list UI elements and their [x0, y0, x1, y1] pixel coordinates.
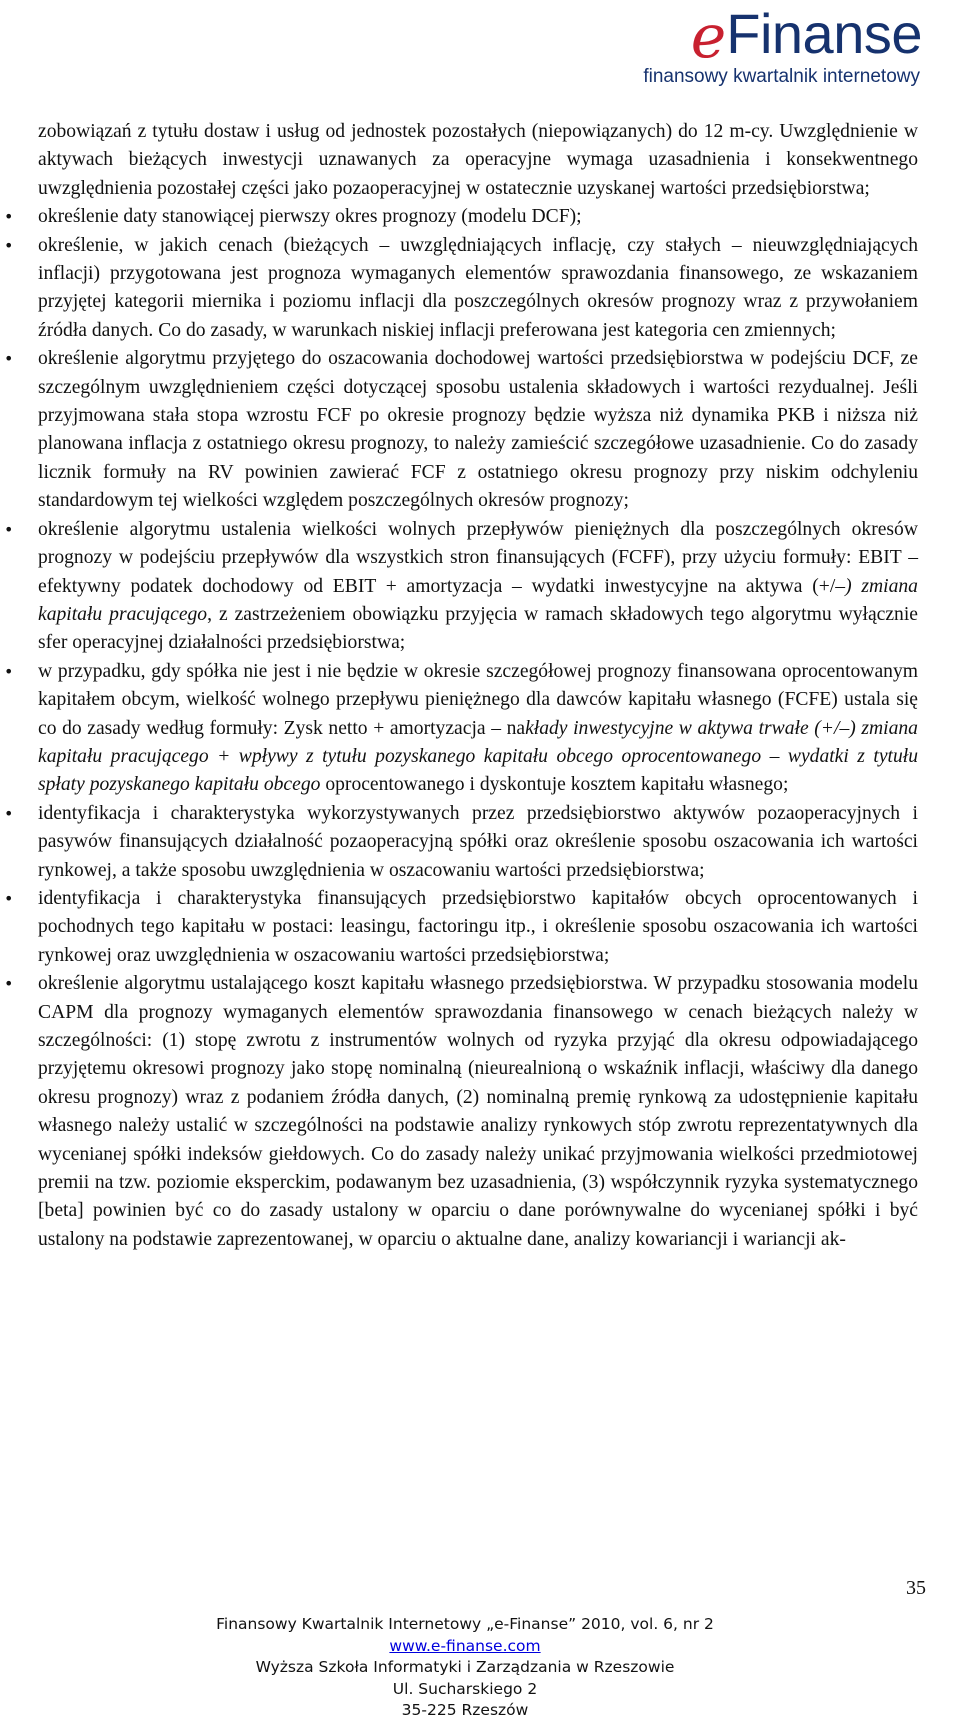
article-body: [38, 118, 918, 1254]
fcfe-text: w przypadku, gdy spółka nie jest i nie będzie w okresie szczegółowej prognozy finansowana oprocentowanym kapitałem obcym, wielkość wolnego przepływu pieniężnego dla dawców kapitału własnego (FCFE) ustala się co do zasady według formuły: Zysk netto + amortyzacja – na: [38, 660, 918, 739]
logo-word-finanse: Finanse: [726, 2, 922, 65]
list-item: • identyfikacja i charakterystyka finansujących przedsiębiorstwo kapitałów obcych oprocentowanych i pochodnych tego kapitału w postaci: leasingu, factoringu itp., i określenie sposobu oszacowania ich wartości rynkowej oraz uwzględnienia w oszacowaniu wartości przedsiębiorstwa;: [38, 885, 918, 970]
intro-paragraph: zobowiązań z tytułu dostaw i usług od jednostek pozostałych (niepowiązanych) do 12 m-cy. Uwzględnienie w aktywach bieżących inwestycji uznawanych za operacyjne wymaga uzasadnienia i konsekwentnego uwzględnienia pozostałej części jako pozaoperacyjnej w ostatecznie uzyskanej wartości przedsiębiorstwa;: [38, 121, 918, 199]
efinanse-logo: [622, 0, 922, 95]
list-item-fcfe: [38, 658, 918, 800]
fcfe-italic: kłady inwestycyjne w aktywa trwałe (+/–) zmiana kapitału pracującego + wpływy z tytułu pozyskanego kapitału obcego oprocentowanego – wydatki z tytułu spłaty pozyskanego kapitału obcego: [38, 717, 918, 796]
fcff-text: określenie algorytmu ustalenia wielkości wolnych przepływów pieniężnych dla poszczególnych okresów prognozy w podejściu przepływów dla wszystkich stron finansujących (FCFF), przy użyciu formuły: EBIT – efektywny podatek dochodowy od EBIT + amortyzacja – wydatki inwestycyjne na aktywa (+/: [38, 518, 918, 597]
page-footer: [0, 1614, 960, 1722]
page-number: 35: [906, 1577, 926, 1599]
fcfe-text-end: oprocentowanego i dyskontuje kosztem kapitału własnego;: [320, 774, 789, 796]
logo-subtitle: finansowy kwartalnik internetowy: [643, 66, 920, 87]
logo-letter-e: e: [690, 2, 727, 72]
list-item: • identyfikacja i charakterystyka wykorzystywanych przez przedsiębiorstwo aktywów pozaoperacyjnych i pasywów finansujących działalność pozaoperacyjną spółki oraz określenie sposobu oszacowania ich wartości rynkowej, a także sposobu uwzględnienia w oszacowaniu wartości przedsiębiorstwa;: [38, 800, 918, 885]
list-item: • określenie algorytmu ustalającego koszt kapitału własnego przedsiębiorstwa. W przypadku stosowania modelu CAPM dla prognozy wymaganych elementów sprawozdania finansowego w cenach bieżących należy w szczególności: (1) stopę zwrotu z instrumentów wolnych od ryzyka przyjąć dla okresu odpowiadającego przyjętemu okresowi prognozy jako stopę nominalną (nieurealnioną o wskaźnik inflacji, właściwy dla danego okresu prognozy) wraz z podaniem źródła danych, (2) nominalną premię rynkową za udostępnienie kapitału własnego należy ustalić w szczególności na podstawie analizy rynkowych stóp zwrotu reprezentatywnych dla wycenianej spółki indeksów giełdowych. Co do zasady należy unikać przyjmowania wielkości przedmiotowej premii na tzw. poziomie eksperckim, podawanym bez uzasadnienia, (3) współczynnik ryzyka systematycznego [beta] powinien być co do zasady ustalony w oparciu o dane porównywalne do wycenianej spółki i być ustalony na podstawie zaprezentowanej, w oparciu o aktualne dane, analizy kowariancji i wariancji ak-: [38, 970, 918, 1254]
list-item: • określenie daty stanowiącej pierwszy okres prognozy (modelu DCF);: [38, 203, 918, 231]
fcff-italic: –) zmiana kapitału pracującego: [38, 575, 918, 625]
list-item: • określenie algorytmu przyjętego do oszacowania dochodowej wartości przedsiębiorstwa w podejściu DCF, ze szczególnym uwzględnieniem części dotyczącej sposobu ustalenia składowych i wartości rezydualnej. Jeśli przyjmowana stała stopa wzrostu FCF po okresie prognozy będzie wyższa niż dynamika PKB i niższa niż planowana inflacja z ostatniego okresu prognozy, to należy zamieścić szczegółowe uzasadnienie. Co do zasady licznik formuły na RV powinien zawierać FCF z ostatniego okresu prognozy przy niskim odchyleniu standardowym tej wielkości względem poszczególnych okresów prognozy;: [38, 345, 918, 515]
footer-city: 35-225 Rzeszów: [401, 1701, 529, 1719]
bullet-list: [38, 203, 918, 1254]
fcff-text-end: , z zastrzeżeniem obowiązku przyjęcia w ramach składowych tego algorytmu wyłącznie sfer operacyjnej działalności przedsiębiorstwa;: [38, 603, 918, 654]
list-item: • określenie, w jakich cenach (bieżących – uwzględniających inflację, czy stałych – nieuwzględniających inflacji) przygotowana jest prognoza wymaganych elementów sprawozdania finansowego, ze wskazaniem przyjętej kategorii miernika i poziomu inflacji dla poszczególnych okresów prognozy wraz z przywołaniem źródła danych. Co do zasady, w warunkach niskiej inflacji preferowana jest kategoria cen zmiennych;: [38, 232, 918, 346]
logo-wordmark: [690, 0, 922, 72]
footer-school: Wyższa Szkoła Informatyki i Zarządzania w Rzeszowie: [255, 1658, 675, 1676]
footer-street: Ul. Sucharskiego 2: [392, 1679, 538, 1698]
footer-journal: Finansowy Kwartalnik Internetowy „e-Finanse” 2010, vol. 6, nr 2: [216, 1615, 714, 1633]
footer-url-link[interactable]: www.e-finanse.com: [389, 1636, 541, 1655]
list-item-fcff: [38, 516, 918, 658]
